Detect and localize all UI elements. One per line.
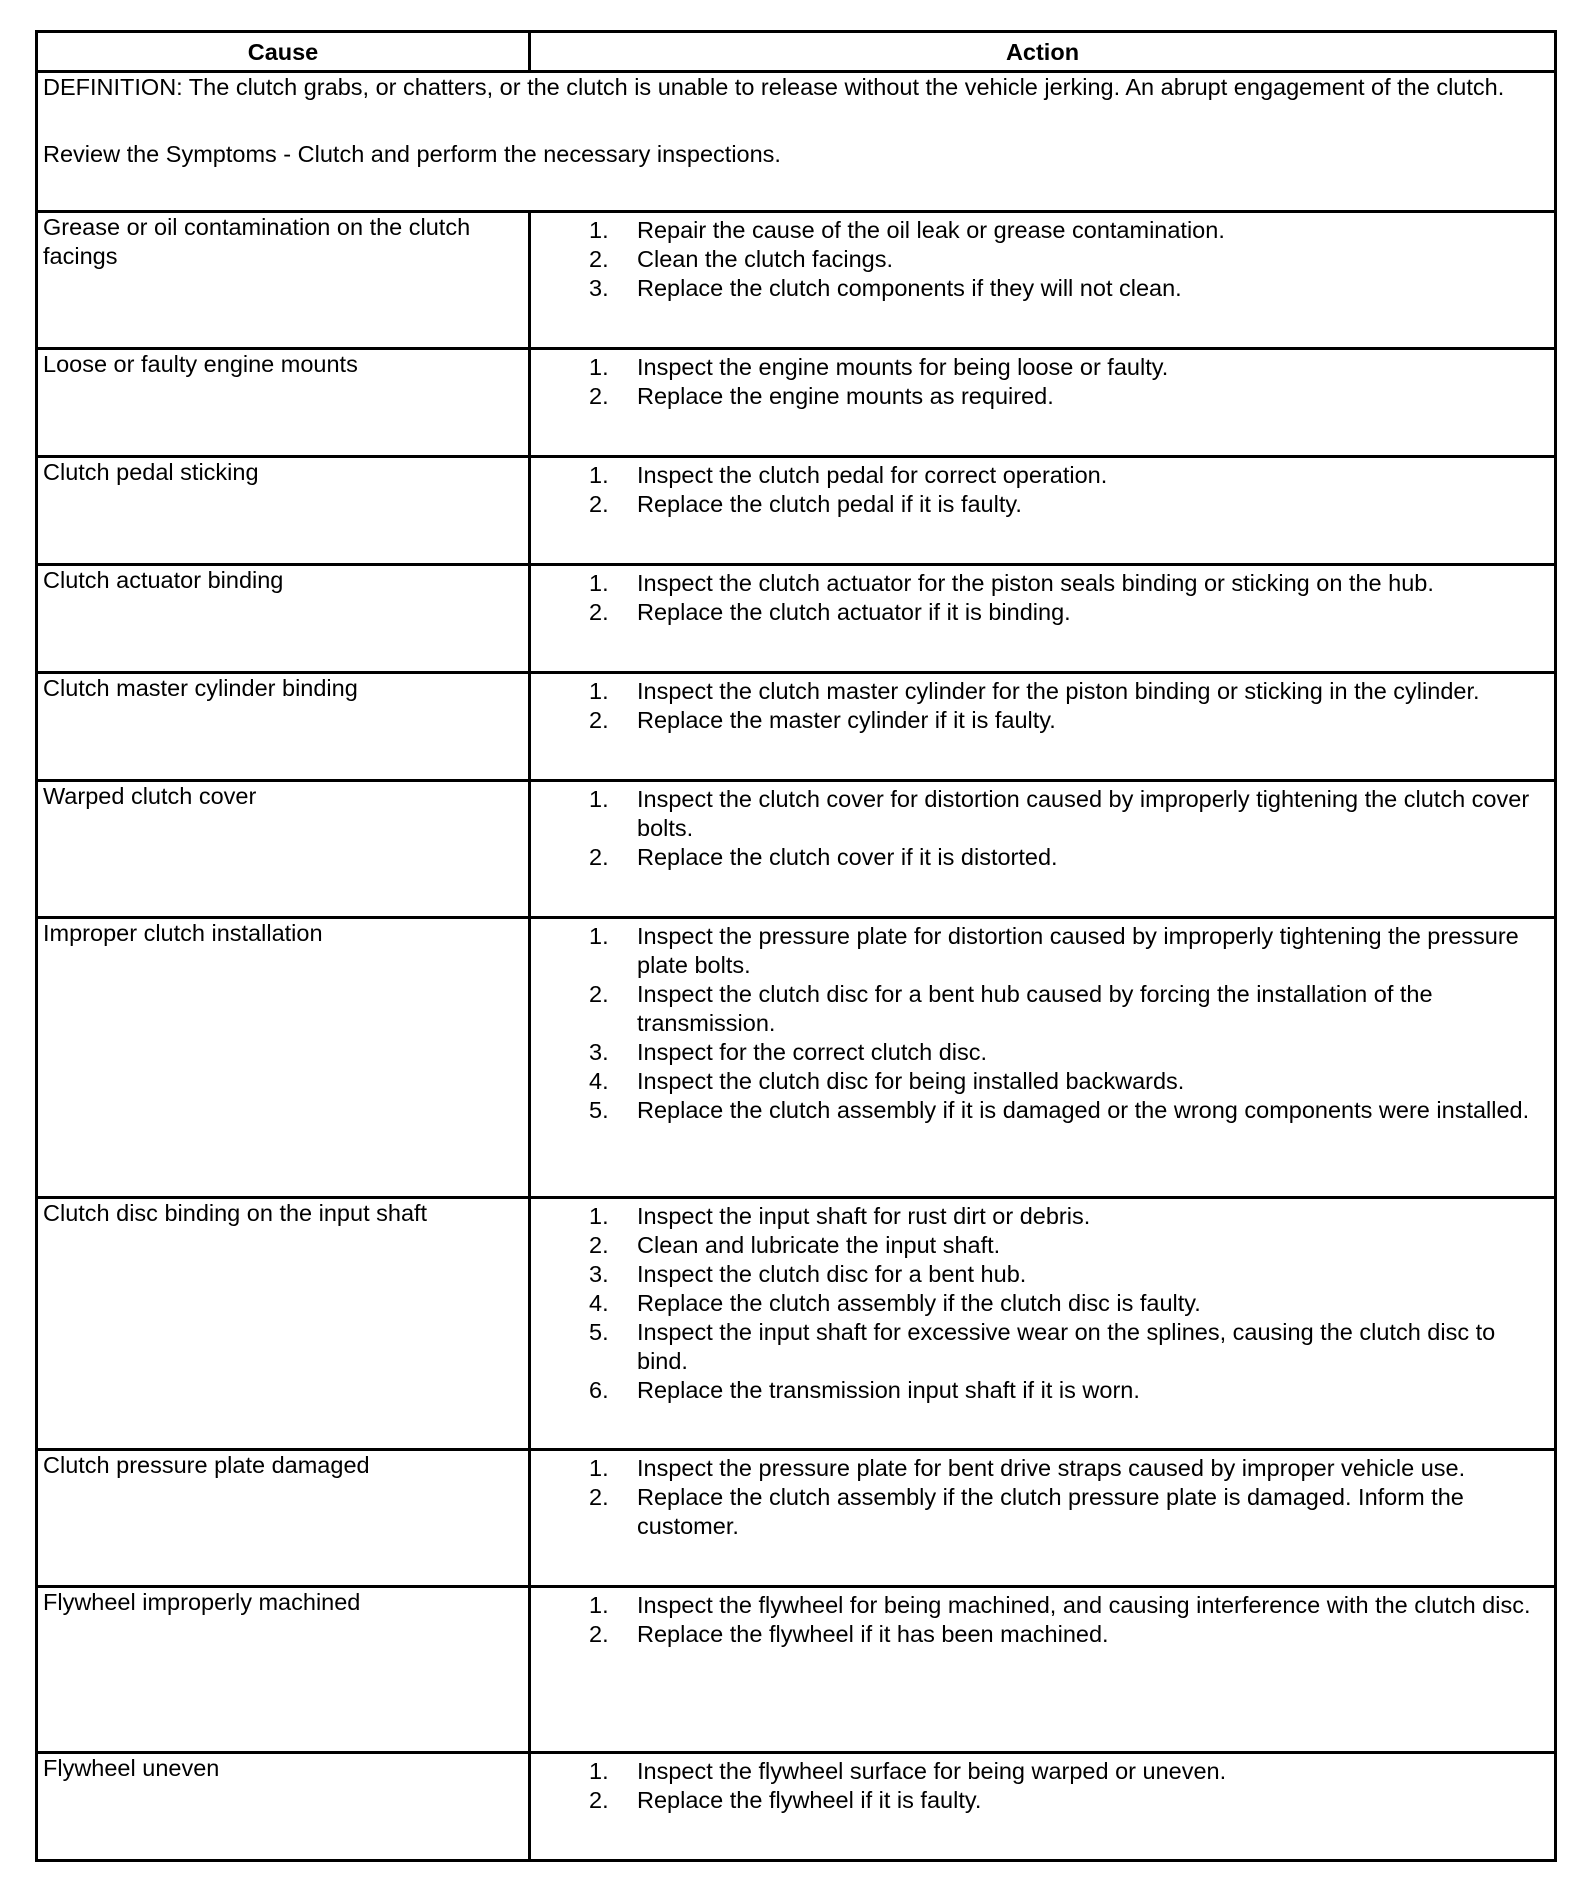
step-number: 5. xyxy=(589,1319,609,1345)
action-step xyxy=(536,1038,1550,1067)
step-number: 2. xyxy=(589,491,609,517)
step-number: 2. xyxy=(589,1484,609,1510)
step-text: Replace the clutch components if they will not clean. xyxy=(637,275,1182,301)
diagnostic-table xyxy=(35,30,1557,1862)
step-text: Replace the clutch assembly if the clutch pressure plate is damaged. Inform the customer. xyxy=(637,1484,1464,1539)
cause-cell: Clutch pressure plate damaged xyxy=(37,1450,530,1587)
step-number: 2. xyxy=(589,1232,609,1258)
step-number: 3. xyxy=(589,1261,609,1287)
cause-cell: Flywheel uneven xyxy=(37,1753,530,1861)
action-step xyxy=(536,706,1550,735)
cause-cell: Warped clutch cover xyxy=(37,781,530,918)
table-row xyxy=(37,1450,1556,1587)
table-row xyxy=(37,781,1556,918)
step-text: Inspect the clutch master cylinder for the piston binding or sticking in the cylinder. xyxy=(637,678,1480,704)
action-step xyxy=(536,980,1550,1038)
action-steps-list xyxy=(536,213,1550,303)
definition-cell xyxy=(37,72,1556,212)
action-step xyxy=(536,1289,1550,1318)
step-number: 4. xyxy=(589,1290,609,1316)
action-step xyxy=(536,274,1550,303)
step-number: 2. xyxy=(589,1787,609,1813)
cause-cell: Flywheel improperly machined xyxy=(37,1587,530,1753)
action-steps-list xyxy=(536,566,1550,627)
step-text: Inspect the flywheel for being machined, and causing interference with the clutch disc. xyxy=(637,1592,1531,1618)
step-text: Replace the clutch assembly if it is damaged or the wrong components were installed. xyxy=(637,1097,1530,1123)
step-number: 5. xyxy=(589,1097,609,1123)
action-cell xyxy=(530,918,1556,1198)
review-symptoms-text: Review the Symptoms - Clutch and perform the necessary inspections. xyxy=(43,141,781,167)
action-step xyxy=(536,1483,1550,1541)
action-cell xyxy=(530,349,1556,457)
action-step xyxy=(536,1067,1550,1096)
step-number: 3. xyxy=(589,275,609,301)
action-step xyxy=(536,1096,1550,1125)
step-text: Replace the engine mounts as required. xyxy=(637,383,1054,409)
step-text: Inspect the clutch pedal for correct operation. xyxy=(637,462,1108,488)
action-step xyxy=(536,677,1550,706)
action-cell xyxy=(530,673,1556,781)
action-step xyxy=(536,461,1550,490)
definition-row xyxy=(37,72,1556,212)
cause-cell: Clutch disc binding on the input shaft xyxy=(37,1198,530,1450)
action-steps-list xyxy=(536,1451,1550,1541)
step-number: 1. xyxy=(589,1592,609,1618)
table-row xyxy=(37,1587,1556,1753)
step-number: 1. xyxy=(589,1455,609,1481)
step-text: Replace the flywheel if it is faulty. xyxy=(637,1787,982,1813)
action-step xyxy=(536,245,1550,274)
action-steps-list xyxy=(536,919,1550,1125)
step-text: Replace the transmission input shaft if it is worn. xyxy=(637,1377,1140,1403)
step-text: Replace the clutch cover if it is distorted. xyxy=(637,844,1058,870)
action-cell xyxy=(530,212,1556,349)
step-number: 6. xyxy=(589,1377,609,1403)
action-step xyxy=(536,490,1550,519)
step-text: Inspect the clutch cover for distortion caused by improperly tightening the clutch cover bolts. xyxy=(637,786,1530,841)
step-number: 1. xyxy=(589,217,609,243)
step-text: Repair the cause of the oil leak or grease contamination. xyxy=(637,217,1225,243)
action-step xyxy=(536,1591,1550,1620)
table-row xyxy=(37,1198,1556,1450)
table-header-row xyxy=(37,32,1556,72)
table-row xyxy=(37,918,1556,1198)
action-step xyxy=(536,1376,1550,1405)
action-steps-list xyxy=(536,1754,1550,1815)
cause-cell: Grease or oil contamination on the clutch facings xyxy=(37,212,530,349)
cause-cell: Clutch master cylinder binding xyxy=(37,673,530,781)
action-step xyxy=(536,598,1550,627)
table-row xyxy=(37,212,1556,349)
step-number: 1. xyxy=(589,678,609,704)
action-step xyxy=(536,353,1550,382)
action-cell xyxy=(530,1587,1556,1753)
action-cell xyxy=(530,1198,1556,1450)
step-text: Inspect the clutch disc for being installed backwards. xyxy=(637,1068,1185,1094)
step-text: Clean the clutch facings. xyxy=(637,246,894,272)
action-cell xyxy=(530,781,1556,918)
cause-cell: Clutch actuator binding xyxy=(37,565,530,673)
step-number: 1. xyxy=(589,354,609,380)
action-step xyxy=(536,1202,1550,1231)
step-number: 2. xyxy=(589,981,609,1007)
step-number: 1. xyxy=(589,462,609,488)
action-step xyxy=(536,382,1550,411)
step-text: Inspect the input shaft for rust dirt or debris. xyxy=(637,1203,1091,1229)
step-text: Inspect the input shaft for excessive wear on the splines, causing the clutch disc to bind. xyxy=(637,1319,1496,1374)
action-steps-list xyxy=(536,350,1550,411)
action-cell xyxy=(530,1450,1556,1587)
action-step xyxy=(536,1231,1550,1260)
step-text: Inspect for the correct clutch disc. xyxy=(637,1039,988,1065)
step-text: Inspect the engine mounts for being loose or faulty. xyxy=(637,354,1169,380)
step-text: Inspect the pressure plate for distortion caused by improperly tightening the pressure plate bolts. xyxy=(637,923,1519,978)
action-step xyxy=(536,1318,1550,1376)
action-steps-list xyxy=(536,674,1550,735)
definition-text: DEFINITION: The clutch grabs, or chatters, or the clutch is unable to release without the vehicle jerking. An abrupt engagement of the clutch. xyxy=(43,74,1505,100)
action-column-header: Action xyxy=(530,32,1556,72)
action-step xyxy=(536,922,1550,980)
step-number: 1. xyxy=(589,923,609,949)
step-text: Replace the clutch actuator if it is binding. xyxy=(637,599,1071,625)
step-number: 4. xyxy=(589,1068,609,1094)
step-number: 3. xyxy=(589,1039,609,1065)
step-text: Clean and lubricate the input shaft. xyxy=(637,1232,1001,1258)
action-step xyxy=(536,1454,1550,1483)
action-cell xyxy=(530,457,1556,565)
step-text: Replace the master cylinder if it is faulty. xyxy=(637,707,1056,733)
step-text: Replace the clutch pedal if it is faulty. xyxy=(637,491,1022,517)
step-number: 1. xyxy=(589,786,609,812)
cause-column-header: Cause xyxy=(37,32,530,72)
action-step xyxy=(536,1260,1550,1289)
step-text: Inspect the flywheel surface for being warped or uneven. xyxy=(637,1758,1227,1784)
action-steps-list xyxy=(536,1588,1550,1649)
action-step xyxy=(536,785,1550,843)
cause-cell: Improper clutch installation xyxy=(37,918,530,1198)
table-row xyxy=(37,457,1556,565)
step-text: Inspect the clutch actuator for the piston seals binding or sticking on the hub. xyxy=(637,570,1434,596)
action-cell xyxy=(530,565,1556,673)
table-row xyxy=(37,1753,1556,1861)
action-step xyxy=(536,1757,1550,1786)
action-steps-list xyxy=(536,1199,1550,1405)
action-steps-list xyxy=(536,458,1550,519)
table-row xyxy=(37,673,1556,781)
table-row xyxy=(37,565,1556,673)
step-number: 2. xyxy=(589,599,609,625)
step-number: 2. xyxy=(589,1621,609,1647)
action-step xyxy=(536,569,1550,598)
action-steps-list xyxy=(536,782,1550,872)
step-text: Replace the flywheel if it has been machined. xyxy=(637,1621,1109,1647)
action-cell xyxy=(530,1753,1556,1861)
step-text: Replace the clutch assembly if the clutch disc is faulty. xyxy=(637,1290,1201,1316)
action-step xyxy=(536,1786,1550,1815)
step-number: 2. xyxy=(589,844,609,870)
cause-cell: Clutch pedal sticking xyxy=(37,457,530,565)
action-step xyxy=(536,843,1550,872)
table-row xyxy=(37,349,1556,457)
action-step xyxy=(536,1620,1550,1649)
step-number: 1. xyxy=(589,1758,609,1784)
step-text: Inspect the clutch disc for a bent hub caused by forcing the installation of the transmission. xyxy=(637,981,1433,1036)
cause-cell: Loose or faulty engine mounts xyxy=(37,349,530,457)
step-number: 1. xyxy=(589,570,609,596)
step-text: Inspect the clutch disc for a bent hub. xyxy=(637,1261,1027,1287)
step-number: 1. xyxy=(589,1203,609,1229)
step-number: 2. xyxy=(589,707,609,733)
step-text: Inspect the pressure plate for bent drive straps caused by improper vehicle use. xyxy=(637,1455,1466,1481)
step-number: 2. xyxy=(589,383,609,409)
action-step xyxy=(536,216,1550,245)
step-number: 2. xyxy=(589,246,609,272)
